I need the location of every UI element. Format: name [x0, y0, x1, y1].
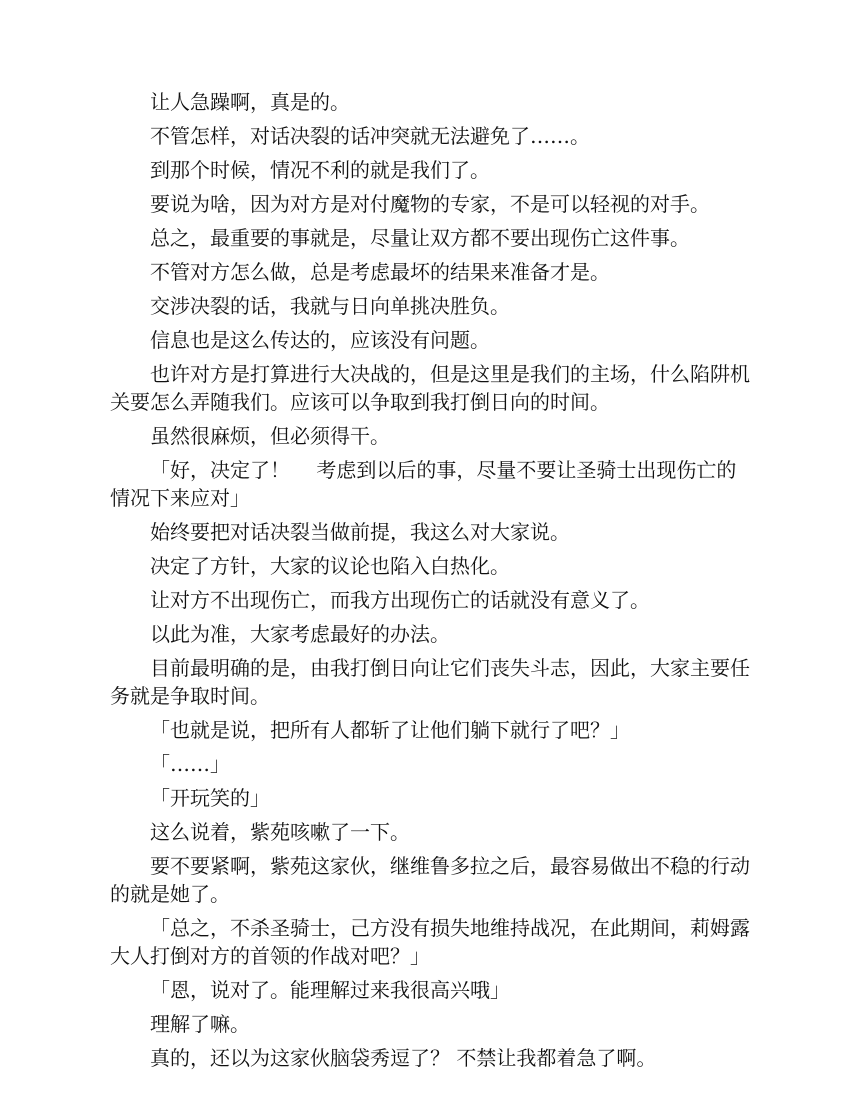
paragraph: 让对方不出现伤亡，而我方出现伤亡的话就没有意义了。: [150, 588, 650, 612]
paragraph: 这么说着，紫苑咳嗽了一下。: [150, 820, 410, 844]
paragraph: 「总之，不杀圣骑士，己方没有损失地维持战况，在此期间，莉姆露大人打倒对方的首领的作战对吧？」: [110, 916, 750, 968]
document-page: [110, 88, 750, 1078]
paragraph: 总之，最重要的事就是，尽量让双方都不要出现伤亡这件事。: [150, 226, 690, 250]
paragraph: 始终要把对话决裂当做前提，我这么对大家说。: [150, 520, 570, 544]
paragraph: 让人急躁啊，真是的。: [150, 90, 350, 114]
paragraph: 真的，还以为这家伙脑袋秀逗了？ 不禁让我都着急了啊。: [150, 1046, 657, 1070]
paragraph: 理解了嘛。: [150, 1012, 250, 1036]
paragraph: 「开玩笑的」: [150, 786, 270, 810]
paragraph: 目前最明确的是，由我打倒日向让它们丧失斗志，因此，大家主要任务就是争取时间。: [110, 656, 750, 708]
paragraph: 「恩，说对了。能理解过来我很高兴哦」: [150, 978, 510, 1002]
paragraph: 「好，决定了！ 考虑到以后的事，尽量不要让圣骑士出现伤亡的情况下来应对」: [110, 458, 737, 510]
paragraph: 要说为啥，因为对方是对付魔物的专家，不是可以轻视的对手。: [150, 192, 710, 216]
paragraph: 「……」: [150, 752, 230, 776]
paragraph: 不管对方怎么做，总是考虑最坏的结果来准备才是。: [150, 260, 610, 284]
paragraph: 到那个时候，情况不利的就是我们了。: [150, 158, 490, 182]
paragraph: 决定了方针，大家的议论也陷入白热化。: [150, 554, 510, 578]
paragraph: 交涉决裂的话，我就与日向单挑决胜负。: [150, 294, 510, 318]
paragraph: 也许对方是打算进行大决战的，但是这里是我们的主场，什么陷阱机关要怎么弄随我们。应该可以争取到我打倒日向的时间。: [110, 362, 750, 414]
paragraph: 「也就是说，把所有人都斩了让他们躺下就行了吧？」: [150, 718, 630, 742]
paragraph: 以此为准，大家考虑最好的办法。: [150, 622, 450, 646]
paragraph: 不管怎样，对话决裂的话冲突就无法避免了……。: [150, 124, 590, 148]
paragraph: 虽然很麻烦，但必须得干。: [150, 424, 390, 448]
paragraph: 信息也是这么传达的，应该没有问题。: [150, 328, 490, 352]
paragraph: 要不要紧啊，紫苑这家伙，继维鲁多拉之后，最容易做出不稳的行动的就是她了。: [110, 854, 750, 906]
